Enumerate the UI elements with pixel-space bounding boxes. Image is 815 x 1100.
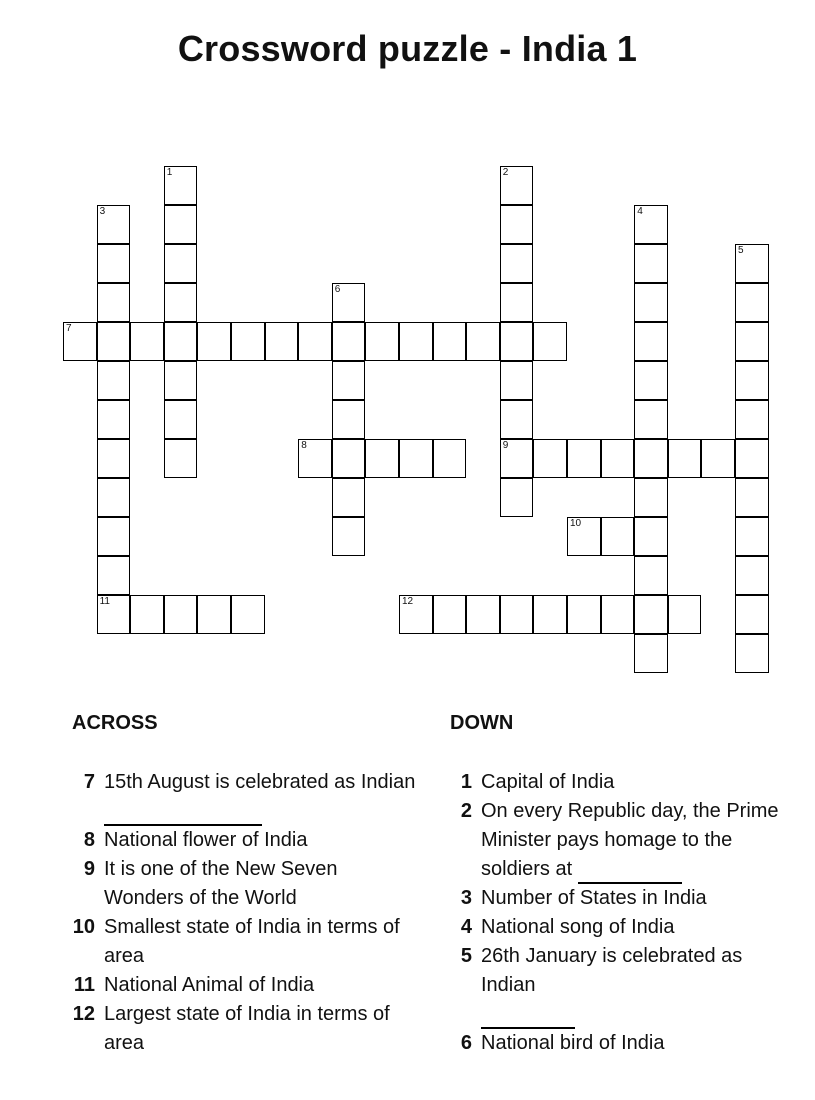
grid-cell[interactable] — [601, 595, 635, 634]
grid-cell[interactable] — [634, 478, 668, 517]
grid-cell[interactable] — [500, 283, 534, 322]
grid-cell[interactable] — [735, 244, 769, 283]
grid-cell[interactable] — [164, 244, 198, 283]
grid-cell[interactable] — [197, 322, 231, 361]
grid-cell[interactable] — [365, 439, 399, 478]
clue-number-label: 1 — [166, 167, 173, 178]
clue-number: 7 — [83, 771, 95, 793]
grid-cell[interactable] — [97, 283, 131, 322]
grid-cell[interactable] — [97, 244, 131, 283]
grid-cell[interactable] — [466, 595, 500, 634]
clue-number: 9 — [83, 858, 95, 880]
clue-number-label: 7 — [66, 323, 72, 334]
clue-text: National song of India — [481, 916, 675, 938]
grid-cell[interactable] — [735, 595, 769, 634]
down-clue — [440, 1029, 800, 1058]
clue-number: 11 — [73, 974, 95, 996]
answer-blank — [481, 1005, 575, 1029]
grid-cell[interactable] — [500, 244, 534, 283]
clue-number-label: 10 — [570, 518, 582, 529]
clue-text: Capital of India — [481, 771, 615, 793]
clue-number: 4 — [460, 916, 472, 938]
grid-cell[interactable] — [567, 517, 601, 556]
grid-cell[interactable] — [97, 400, 131, 439]
grid-cell[interactable] — [634, 439, 668, 478]
grid-cell[interactable] — [735, 439, 769, 478]
grid-cell[interactable] — [332, 478, 366, 517]
clue-text: It is one of the New Seven Wonders of the World — [104, 858, 338, 909]
grid-cell[interactable] — [433, 439, 467, 478]
grid-cell[interactable] — [63, 322, 97, 361]
grid-cell[interactable] — [668, 595, 702, 634]
grid-cell[interactable] — [332, 361, 366, 400]
clue-text: Smallest state of India in terms of area — [104, 916, 400, 967]
clue-number-label: 8 — [301, 440, 307, 451]
grid-cell[interactable] — [500, 205, 534, 244]
answer-blank — [578, 860, 682, 884]
across-clue-list — [50, 768, 420, 1058]
grid-cell[interactable] — [130, 595, 164, 634]
across-clue — [50, 1000, 420, 1058]
grid-cell[interactable] — [500, 595, 534, 634]
grid-cell[interactable] — [500, 400, 534, 439]
across-clue — [50, 913, 420, 971]
across-clue — [50, 768, 420, 826]
grid-cell[interactable] — [735, 322, 769, 361]
grid-cell[interactable] — [634, 517, 668, 556]
grid-cell[interactable] — [567, 439, 601, 478]
across-heading: ACROSS — [72, 712, 158, 734]
grid-cell[interactable] — [332, 283, 366, 322]
grid-cell[interactable] — [332, 322, 366, 361]
clue-text: Number of States in India — [481, 887, 707, 909]
grid-cell[interactable] — [97, 322, 131, 361]
clue-number-label: 9 — [502, 440, 509, 451]
grid-cell[interactable] — [701, 439, 735, 478]
grid-cell[interactable] — [164, 439, 198, 478]
across-clue — [50, 855, 420, 913]
down-clue — [440, 913, 800, 942]
grid-cell[interactable] — [500, 478, 534, 517]
grid-cell[interactable] — [164, 400, 198, 439]
grid-cell[interactable] — [97, 205, 131, 244]
clue-number-label: 5 — [738, 245, 744, 256]
grid-cell[interactable] — [634, 634, 668, 673]
grid-cell[interactable] — [500, 166, 534, 205]
grid-cell[interactable] — [533, 439, 567, 478]
clue-number-label: 6 — [334, 284, 341, 295]
clue-number-label: 2 — [502, 167, 509, 178]
grid-cell[interactable] — [601, 439, 635, 478]
down-heading: DOWN — [450, 712, 514, 734]
grid-cell[interactable] — [265, 322, 299, 361]
clue-number: 10 — [72, 916, 95, 938]
grid-cell[interactable] — [97, 517, 131, 556]
grid-cell[interactable] — [433, 322, 467, 361]
grid-cell[interactable] — [500, 361, 534, 400]
clue-number-label: 11 — [99, 596, 110, 607]
grid-cell[interactable] — [399, 595, 433, 634]
grid-cell[interactable] — [634, 322, 668, 361]
grid-cell[interactable] — [735, 283, 769, 322]
grid-cell[interactable] — [735, 361, 769, 400]
grid-cell[interactable] — [533, 322, 567, 361]
grid-cell[interactable] — [634, 205, 668, 244]
down-clue — [440, 797, 800, 884]
clue-text: 26th January is celebrated as Indian — [481, 942, 800, 1029]
grid-cell[interactable] — [634, 556, 668, 595]
grid-cell[interactable] — [164, 595, 198, 634]
grid-cell[interactable] — [634, 244, 668, 283]
grid-cell[interactable] — [735, 517, 769, 556]
clue-text: National Animal of India — [104, 974, 315, 996]
clue-text: Largest state of India in terms of area — [104, 1003, 390, 1054]
grid-cell[interactable] — [332, 400, 366, 439]
grid-cell[interactable] — [365, 322, 399, 361]
grid-cell[interactable] — [399, 439, 433, 478]
clue-number: 12 — [72, 1003, 95, 1025]
grid-cell[interactable] — [433, 595, 467, 634]
grid-cell[interactable] — [164, 205, 198, 244]
grid-cell[interactable] — [164, 283, 198, 322]
down-clue — [440, 884, 800, 913]
clue-number: 3 — [460, 887, 472, 909]
grid-cell[interactable] — [634, 595, 668, 634]
grid-cell[interactable] — [634, 283, 668, 322]
clue-number: 6 — [460, 1032, 472, 1054]
clue-text: National bird of India — [481, 1032, 665, 1054]
grid-cell[interactable] — [97, 361, 131, 400]
grid-cell[interactable] — [231, 595, 265, 634]
grid-cell[interactable] — [634, 400, 668, 439]
grid-cell[interactable] — [735, 556, 769, 595]
across-clue — [50, 826, 420, 855]
grid-cell[interactable] — [130, 322, 164, 361]
grid-cell[interactable] — [298, 322, 332, 361]
grid-cell[interactable] — [735, 478, 769, 517]
clue-number-label: 12 — [402, 596, 414, 607]
grid-cell[interactable] — [164, 361, 198, 400]
grid-cell[interactable] — [197, 595, 231, 634]
grid-cell[interactable] — [533, 595, 567, 634]
answer-blank — [104, 802, 262, 826]
grid-cell[interactable] — [399, 322, 433, 361]
grid-cell[interactable] — [735, 400, 769, 439]
grid-cell[interactable] — [97, 439, 131, 478]
grid-cell[interactable] — [97, 478, 131, 517]
grid-cell[interactable] — [500, 439, 534, 478]
grid-cell[interactable] — [298, 439, 332, 478]
clue-number: 2 — [460, 800, 472, 822]
page-title: Crossword puzzle - India 1 — [177, 28, 638, 69]
grid-cell[interactable] — [668, 439, 702, 478]
grid-cell[interactable] — [231, 322, 265, 361]
grid-cell[interactable] — [332, 517, 366, 556]
grid-cell[interactable] — [601, 517, 635, 556]
grid-cell[interactable] — [97, 595, 131, 634]
grid-cell[interactable] — [500, 322, 534, 361]
grid-cell[interactable] — [164, 322, 198, 361]
down-clue-list — [440, 768, 800, 1058]
clue-number-label: 3 — [99, 206, 106, 217]
grid-cell[interactable] — [466, 322, 500, 361]
grid-cell[interactable] — [567, 595, 601, 634]
down-clue — [440, 942, 800, 1029]
grid-cell[interactable] — [735, 634, 769, 673]
clue-number-label: 4 — [637, 206, 643, 217]
grid-cell[interactable] — [332, 439, 366, 478]
clue-number: 5 — [460, 945, 472, 967]
grid-cell[interactable] — [634, 361, 668, 400]
grid-cell[interactable] — [164, 166, 198, 205]
across-clue — [50, 971, 420, 1000]
clue-text: 15th August is celebrated as Indian — [104, 768, 420, 826]
clue-number: 1 — [460, 771, 472, 793]
grid-cell[interactable] — [97, 556, 131, 595]
clue-number: 8 — [83, 829, 95, 851]
clue-text: National flower of India — [104, 829, 308, 851]
down-clue — [440, 768, 800, 797]
clue-text: On every Republic day, the Prime Minister pays homage to the soldiers at — [481, 797, 800, 884]
